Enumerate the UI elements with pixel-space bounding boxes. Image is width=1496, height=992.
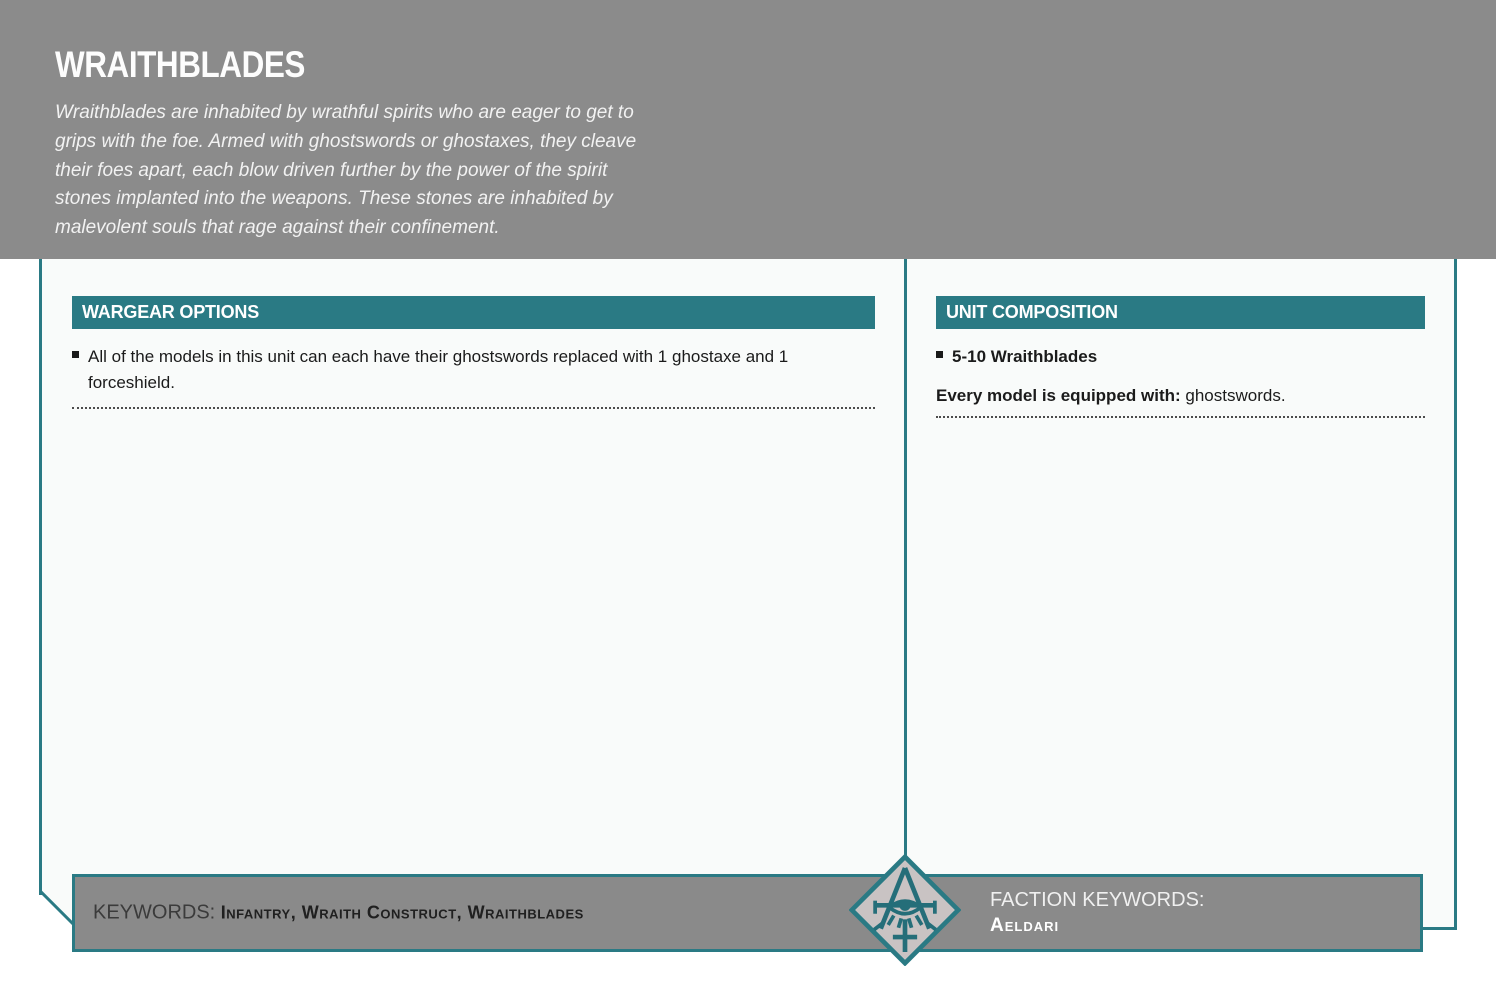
keywords-label: KEYWORDS: [93,901,221,924]
unit-composition-text: 5-10 Wraithblades [952,347,1098,366]
aeldari-rune-icon [849,854,961,966]
wargear-options-section [72,296,875,409]
faction-keywords-label: FACTION KEYWORDS: [990,889,1205,911]
wargear-option-text: All of the models in this unit can each have their ghostswords replaced with 1 ghostaxe and 1 forceshield. [88,347,789,392]
card-border-bottom [1420,927,1457,930]
wargear-options-header: WARGEAR OPTIONS [72,296,875,329]
column-divider [904,259,907,860]
equipment-label: Every model is equipped with: [936,386,1181,405]
faction-keywords-value: Aeldari [990,915,1060,936]
dotted-divider [936,416,1425,418]
list-item [72,344,875,396]
list-item [936,344,1425,370]
bullet-icon [72,351,79,358]
keywords-group [93,902,584,925]
card-border-right [1454,259,1457,930]
equipment-line [936,384,1425,408]
datasheet-header [0,0,1496,259]
dotted-divider [72,407,875,409]
keywords-bar [72,874,1423,952]
unit-composition-header: UNIT COMPOSITION [936,296,1425,329]
card-border-left [39,259,42,895]
equipment-value: ghostswords. [1180,386,1286,405]
bullet-icon [936,351,943,358]
faction-keywords-group [990,887,1204,939]
page-title: WRAITHBLADES [55,44,305,85]
unit-composition-section [936,296,1425,418]
unit-lore-description: Wraithblades are inhabited by wrathful spirits who are eager to get to grips with the foe. Armed with ghostswords or ghostaxes, they cleave their foes apart, each blow driven further by the power of the spirit stones implanted into the weapons. These stones are inhabited by malevolent souls that rage against their confinement. [55,102,637,239]
keywords-value: Infantry, Wraith Construct, Wraithblades [220,902,584,923]
